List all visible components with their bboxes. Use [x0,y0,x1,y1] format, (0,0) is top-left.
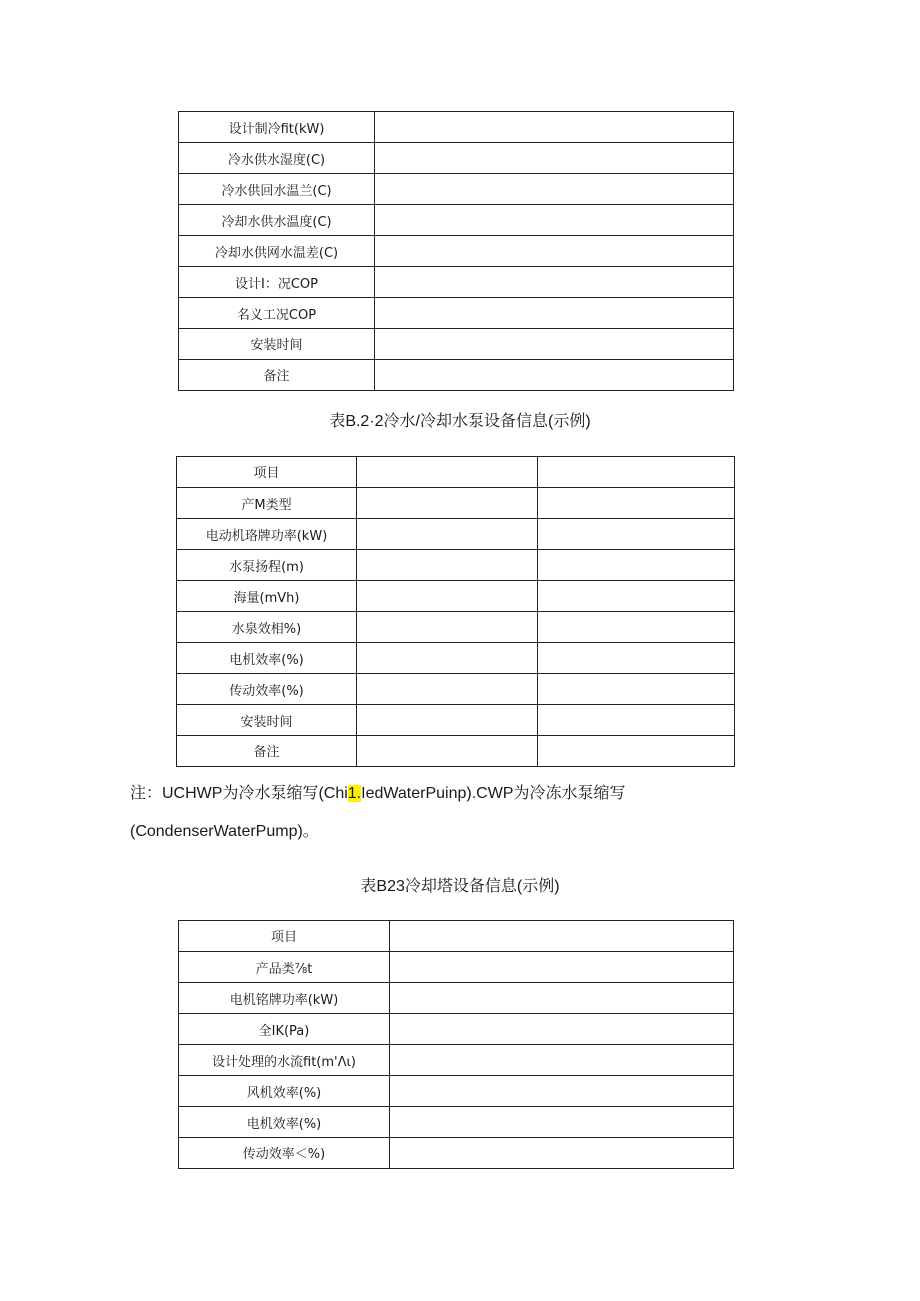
row-label: 设计制冷fit(kW) [179,112,375,143]
value-cell[interactable] [538,612,735,643]
row-label: 全IK(Pa) [179,1014,390,1045]
table-row [179,1107,734,1138]
row-label: 名义工况COP [179,298,375,329]
row-label: 电机效率(%) [179,1107,390,1138]
table-row [179,983,734,1014]
table-row [179,298,734,329]
value-cell[interactable] [538,674,735,705]
row-label: 项目 [177,457,357,488]
value-cell[interactable] [375,360,734,391]
value-cell[interactable] [390,1107,734,1138]
value-cell[interactable] [375,112,734,143]
row-label: 产M类型 [177,488,357,519]
row-label: 备注 [179,360,375,391]
row-label: 安装时间 [179,329,375,360]
value-cell[interactable] [538,736,735,767]
table-row [179,1076,734,1107]
table-row [177,550,735,581]
note-line-2: (CondenserWaterPump)。 [130,823,319,840]
table-row [179,1014,734,1045]
value-cell[interactable] [357,581,538,612]
row-label: 设计I：况COP [179,267,375,298]
value-cell[interactable] [375,174,734,205]
row-label: 备注 [177,736,357,767]
value-cell[interactable] [357,457,538,488]
value-cell[interactable] [357,674,538,705]
value-cell[interactable] [357,488,538,519]
note-line-1 [130,780,625,803]
table-row [179,1045,734,1076]
value-cell[interactable] [390,952,734,983]
table-row [177,643,735,674]
table-caption-pump: 表B.2·2冷水/冷却水泵设备信息(示例) [329,413,591,430]
note-text: IedWaterPuinp).CWP为冷冻水泵缩写 [361,785,626,802]
row-label: 传动效率＜%) [179,1138,390,1169]
value-cell[interactable] [357,519,538,550]
row-label: 电机铭牌功率(kW) [179,983,390,1014]
row-label: 冷水供回水温兰(C) [179,174,375,205]
value-cell[interactable] [390,921,734,952]
chiller-info-table [178,111,734,391]
row-label: 冷却水供网水温差(C) [179,236,375,267]
value-cell[interactable] [538,457,735,488]
value-cell[interactable] [390,983,734,1014]
value-cell[interactable] [390,1014,734,1045]
value-cell[interactable] [357,612,538,643]
value-cell[interactable] [357,643,538,674]
table-row [177,457,735,488]
row-label: 冷水供水湿度(C) [179,143,375,174]
row-label: 传动效率(%) [177,674,357,705]
value-cell[interactable] [538,581,735,612]
row-label: 电动机珞牌功率(kW) [177,519,357,550]
row-label: 海量(mVh) [177,581,357,612]
value-cell[interactable] [538,519,735,550]
table-row [179,174,734,205]
value-cell[interactable] [375,267,734,298]
row-label: 项目 [179,921,390,952]
value-cell[interactable] [390,1076,734,1107]
value-cell[interactable] [375,143,734,174]
value-cell[interactable] [375,329,734,360]
value-cell[interactable] [375,298,734,329]
table-row [177,736,735,767]
note-text: 注：UCHWP为冷水泵缩写(Chi [130,785,348,802]
cooling-tower-info-table [178,920,734,1169]
highlighted-text: 1. [347,785,362,802]
table-row [179,329,734,360]
table-row [177,488,735,519]
table-row [179,360,734,391]
table-row [179,952,734,983]
table-row [177,674,735,705]
table-row [179,236,734,267]
value-cell[interactable] [390,1138,734,1169]
row-label: 水泵扬程(m) [177,550,357,581]
table-row [179,143,734,174]
row-label: 水泉效相%) [177,612,357,643]
value-cell[interactable] [357,550,538,581]
value-cell[interactable] [390,1045,734,1076]
row-label: 设计处理的水流fit(m'Λι) [179,1045,390,1076]
table-row [177,612,735,643]
row-label: 安装时间 [177,705,357,736]
table-row [179,1138,734,1169]
value-cell[interactable] [538,550,735,581]
table-row [179,921,734,952]
table-row [177,519,735,550]
table-row [179,267,734,298]
table-row [177,705,735,736]
value-cell[interactable] [538,488,735,519]
value-cell[interactable] [538,643,735,674]
row-label: 风机效率(%) [179,1076,390,1107]
pump-info-table [176,456,735,767]
value-cell[interactable] [357,736,538,767]
value-cell[interactable] [538,705,735,736]
value-cell[interactable] [357,705,538,736]
value-cell[interactable] [375,236,734,267]
table-row [179,205,734,236]
row-label: 产品类⅞t [179,952,390,983]
table-row [177,581,735,612]
table-caption-cooling-tower: 表B23冷却塔设备信息(示例) [360,878,560,895]
value-cell[interactable] [375,205,734,236]
table-row [179,112,734,143]
row-label: 冷却水供水温度(C) [179,205,375,236]
row-label: 电机效率(%) [177,643,357,674]
